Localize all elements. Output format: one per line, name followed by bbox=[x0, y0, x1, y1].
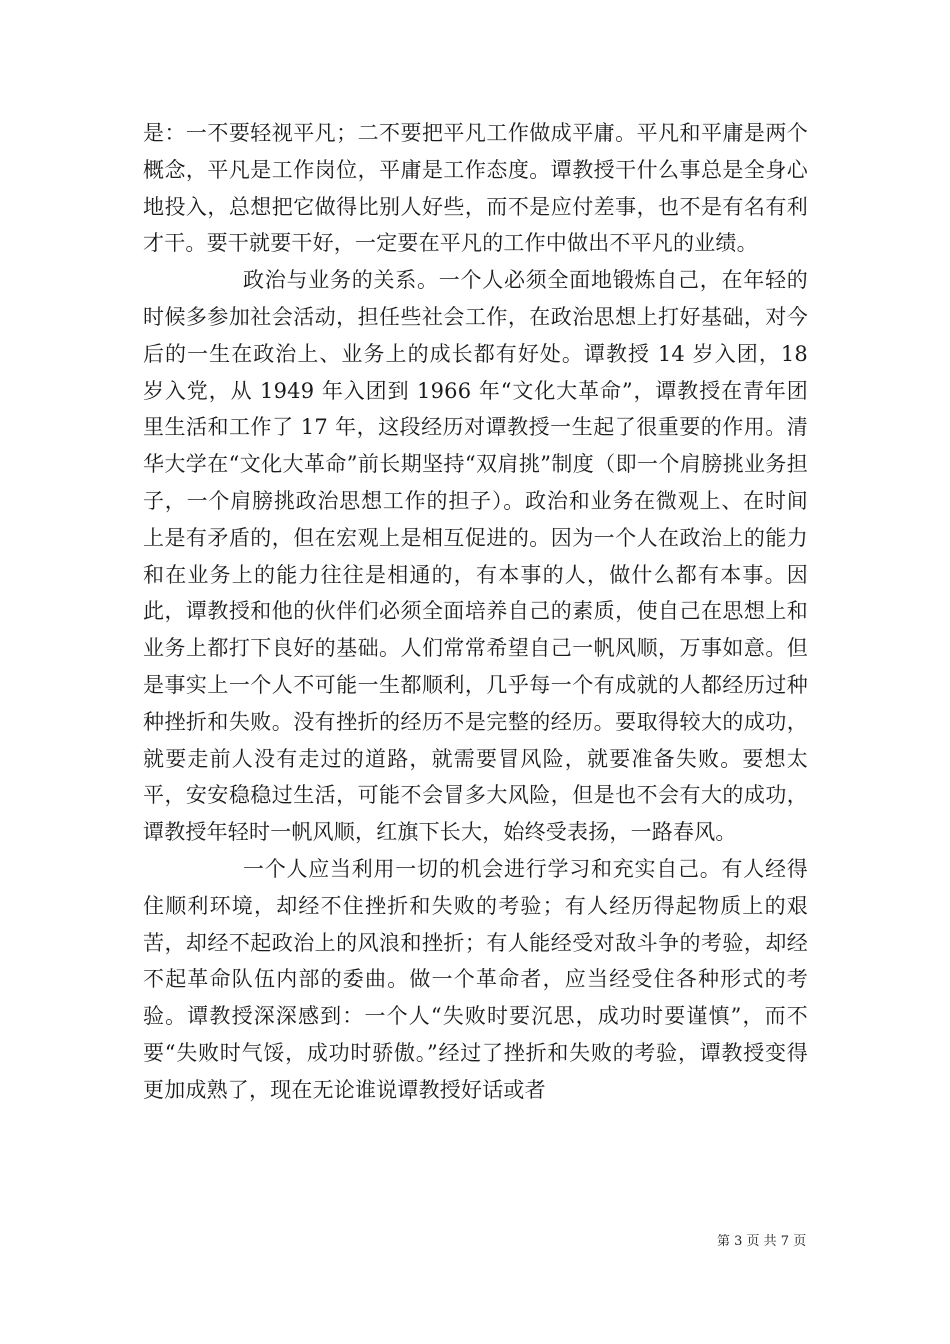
paragraph-learning: 一个人应当利用一切的机会进行学习和充实自己。有人经得住顺利环境，却经不住挫折和失败的考验；有人经历得起物质上的艰苦，却经不起政治上的风浪和挫折；有人能经受对敌斗争的考验，却经不起革命队伍内部的委曲。做一个革命者，应当经受住各种形式的考验。谭教授深深感到：一个人“失败时要沉思，成功时要谨慎”，而不要“失败时气馁，成功时骄傲。”经过了挫折和失败的考验，谭教授变得更加成熟了，现在无论谁说谭教授好话或者 bbox=[143, 856, 808, 1102]
page-number-footer: 第 3 页 共 7 页 bbox=[717, 1234, 807, 1249]
document-body bbox=[143, 115, 808, 1109]
paragraph-politics-and-work: 政治与业务的关系。一个人必须全面地锻炼自己，在年轻的时候多参加社会活动，担任些社会工作，在政治思想上打好基础，对今后的一生在政治上、业务上的成长都有好处。谭教授 14 岁入团，18 岁入党，从 1949 年入团到 1966 年“文化大革命”，谭教授在青年团里生活和工作了 17 年，这段经历对谭教授一生起了很重要的作用。清华大学在“文化大革命”前长期坚持“双肩挑”制度（即一个肩膀挑业务担子，一个肩膀挑政治思想工作的担子）。政治和业务在微观上、在时间上是有矛盾的，但在宏观上是相互促进的。因为一个人在政治上的能力和在业务上的能力往往是相通的，有本事的人，做什么都有本事。因此，谭教授和他的伙伴们必须全面培养自己的素质，使自己在思想上和业务上都打下良好的基础。人们常常希望自己一帆风顺，万事如意。但是事实上一个人不可能一生都顺利，几乎每一个有成就的人都经历过种种挫折和失败。没有挫折的经历不是完整的经历。要取得较大的成功，就要走前人没有走过的道路，就需要冒风险，就要准备失败。要想太平，安安稳稳过生活，可能不会冒多大风险，但是也不会有大的成功，谭教授年轻时一帆风顺，红旗下长大，始终受表扬，一路春风。 bbox=[143, 268, 808, 845]
paragraph-continuation: 是：一不要轻视平凡；二不要把平凡工作做成平庸。平凡和平庸是两个概念，平凡是工作岗位，平庸是工作态度。谭教授干什么事总是全身心地投入，总想把它做得比别人好些，而不是应付差事，也不是有名有利才干。要干就要干好，一定要在平凡的工作中做出不平凡的业绩。 bbox=[143, 121, 808, 256]
